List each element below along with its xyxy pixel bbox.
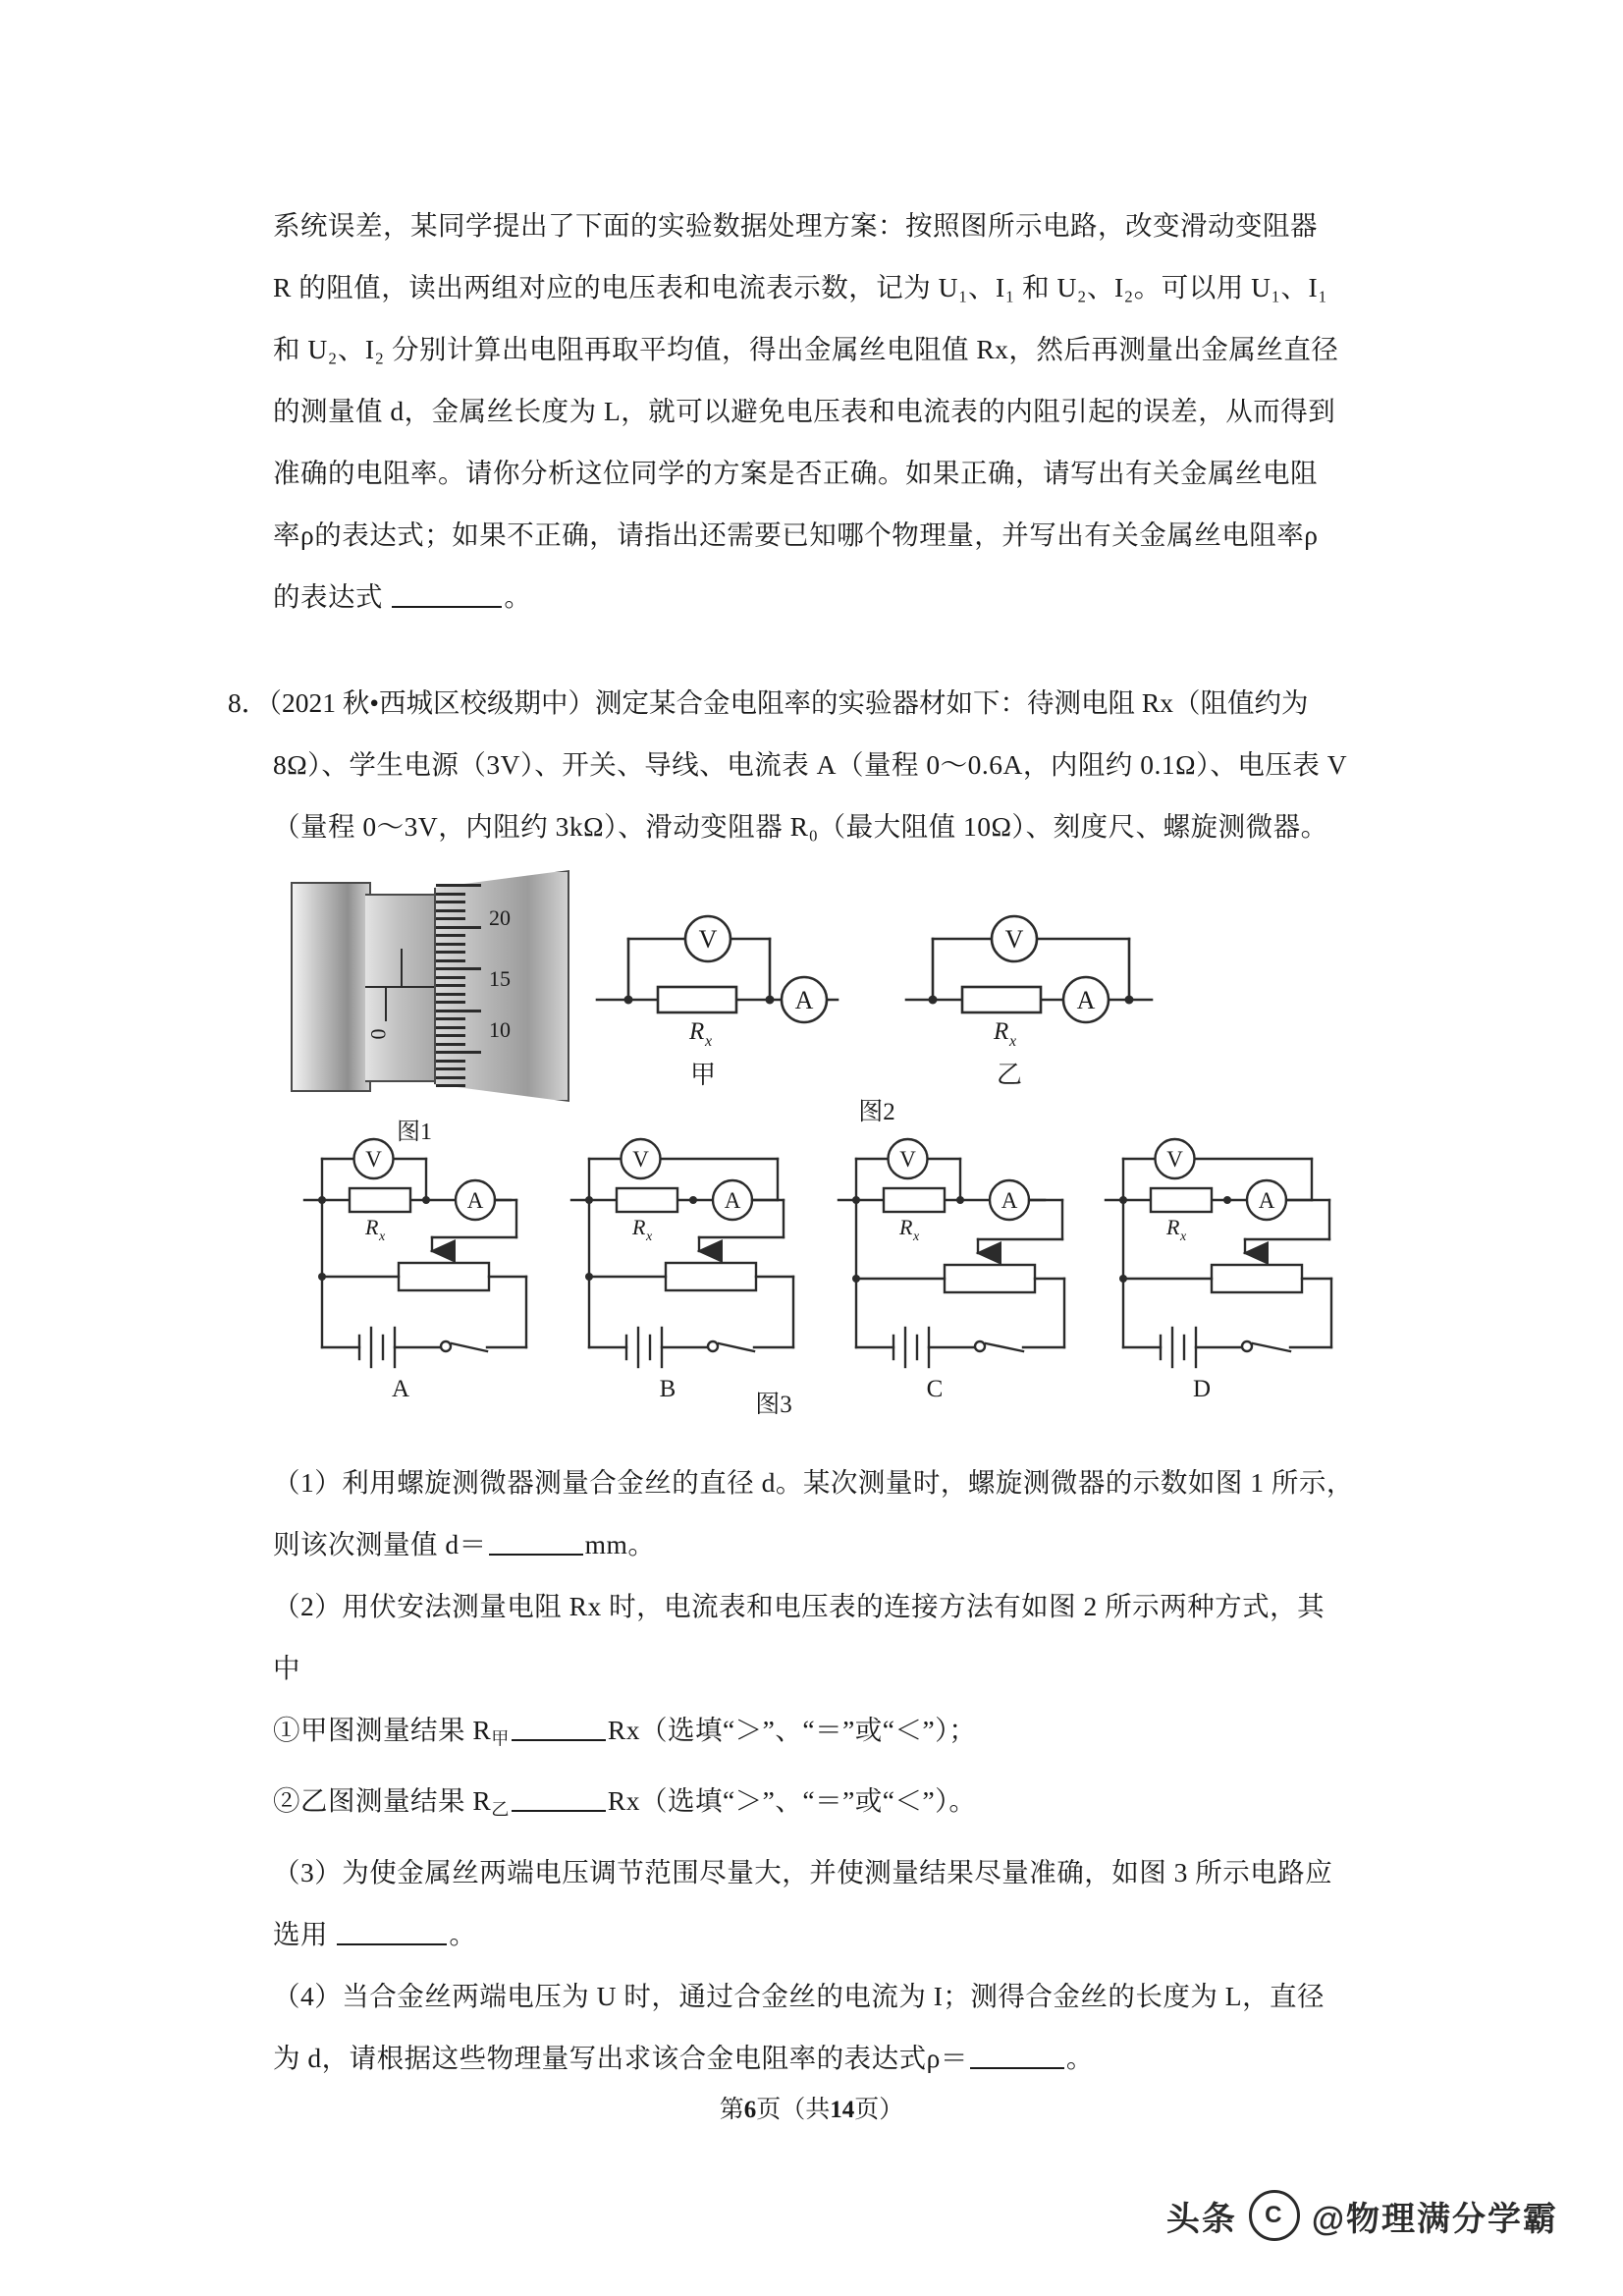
sub1-suffix: mm。 <box>584 1529 656 1559</box>
fig3-b-label: B <box>659 1376 676 1402</box>
sub2-item1-prefix: 甲图测量结果 R <box>300 1715 492 1745</box>
sub3-prefix: 选用 <box>273 1918 328 1949</box>
paragraph-period: 。 <box>504 581 532 612</box>
watermark-handle: @物理满分学霸 <box>1311 2200 1558 2238</box>
paragraph-line: 和 U₂、I₂ 分别计算出电阻再取平均值，得出金属丝电阻值 Rx，然后再测量出金属丝直径 <box>273 334 1339 364</box>
fig3-c-voltmeter-label: V <box>899 1147 916 1172</box>
sub2-item2-prefix: 乙图测量结果 R <box>300 1785 492 1817</box>
question-8-stem-line2: 8Ω）、学生电源（3V）、开关、导线、电流表 A（量程 0～0.6A，内阻约 0.1Ω）、电压表 V <box>273 749 1348 780</box>
sub1-line-a: （1）利用螺旋测微器测量合金丝的直径 d。某次测量时，螺旋测微器的示数如图 1 所示， <box>273 1467 1354 1498</box>
circled-marker-2: ② <box>273 1785 300 1817</box>
question-8-subquestions <box>273 1451 1388 2089</box>
copyright-icon: C <box>1249 2190 1300 2241</box>
fig3-b-resistor-sub: x <box>646 1230 653 1244</box>
fig3-d-resistor-sub: x <box>1180 1230 1187 1244</box>
sub2-item1-subscript: 甲 <box>491 1728 510 1749</box>
footer-prefix: 第 <box>719 2097 744 2123</box>
fig3-c-resistor-sub: x <box>913 1230 920 1244</box>
sub4-line-b <box>273 2027 1388 2089</box>
sub3-answer-blank[interactable] <box>337 1920 447 1945</box>
micrometer-sleeve <box>365 894 438 1082</box>
fig2-jia-ammeter-label: A <box>794 986 814 1014</box>
figure-1-caption: 图1 <box>397 1120 432 1145</box>
sub3-suffix: 。 <box>449 1918 477 1949</box>
sub2-item1-mid: Rx <box>607 1715 640 1745</box>
fig3-b-resistor-label: R <box>632 1215 646 1239</box>
fig2-jia-resistor-sub: x <box>705 1033 713 1050</box>
previous-question-paragraph <box>273 194 1388 628</box>
fig2-yi-voltmeter-label: V <box>1004 925 1024 954</box>
micrometer-label-20: 20 <box>489 905 511 930</box>
answer-blank[interactable] <box>392 582 502 608</box>
footer-total-pages: 14 <box>830 2097 855 2123</box>
fig3-d-label: D <box>1192 1376 1212 1402</box>
sub4-answer-blank[interactable] <box>970 2044 1064 2069</box>
fig2-yi-resistor-label: R <box>994 1018 1009 1045</box>
fig3-d-voltmeter-label: V <box>1166 1147 1183 1172</box>
figure-3 <box>283 1129 1392 1414</box>
circled-marker-1: ① <box>273 1715 300 1745</box>
sub1-answer-blank[interactable] <box>489 1530 583 1556</box>
sub1-prefix: 则该次测量值 d＝ <box>273 1529 487 1559</box>
fig3-a-ammeter-label: A <box>466 1188 484 1213</box>
sub2-item2-suffix: （选填“＞”、“＝”或“＜”）。 <box>639 1785 977 1817</box>
sub3-line-b <box>273 1903 1388 1965</box>
question-8-stem-line3: （量程 0～3V，内阻约 3kΩ）、滑动变阻器 R₀（最大阻值 10Ω）、刻度尺、螺旋测微器。 <box>273 811 1328 842</box>
paragraph-last-text: 的表达式 <box>273 581 383 612</box>
figure-3-caption: 图3 <box>755 1392 792 1414</box>
question-source: （2021 秋•西城区校级期中） <box>268 687 596 718</box>
sub4-suffix: 。 <box>1065 2042 1094 2073</box>
sub2-line-b: 中 <box>273 1653 300 1683</box>
footer-middle: 页（共 <box>756 2097 831 2123</box>
paragraph-line: 系统误差，某同学提出了下面的实验数据处理方案：按照图所示电路，改变滑动变阻器 <box>273 210 1318 241</box>
question-8 <box>228 672 1396 857</box>
sub4-line-a: （4）当合金丝两端电压为 U 时，通过合金丝的电流为 I；测得合金丝的长度为 L，直径 <box>273 1980 1325 2011</box>
fig3-a-label: A <box>391 1376 410 1402</box>
sub3-line-a: （3）为使金属丝两端电压调节范围尽量大，并使测量结果尽量准确，如图 3 所示电路应 <box>273 1856 1333 1887</box>
paragraph-line: 率ρ的表达式；如果不正确，请指出还需要已知哪个物理量，并写出有关金属丝电阻率ρ <box>273 519 1319 550</box>
figures-area <box>273 854 1392 1444</box>
fig2-jia-resistor-label: R <box>689 1018 705 1045</box>
micrometer-sleeve-tick-lower <box>385 988 387 1021</box>
footer-page-number: 6 <box>743 2097 757 2123</box>
fig3-a-resistor-sub: x <box>379 1230 386 1244</box>
question-stem: 测定某合金电阻率的实验器材如下：待测电阻 Rx（阻值约为 <box>595 687 1309 718</box>
sub2-item1-suffix: （选填“＞”、“＝”或“＜”）； <box>639 1715 977 1745</box>
micrometer-sleeve-zero-label: 0 <box>365 1028 391 1040</box>
micrometer-label-15: 15 <box>489 966 511 991</box>
fig3-b-voltmeter-label: V <box>632 1147 649 1172</box>
fig3-d-resistor-label: R <box>1166 1215 1180 1239</box>
fig2-yi-ammeter-label: A <box>1076 986 1096 1014</box>
figure-2 <box>587 882 1186 1127</box>
micrometer-label-10: 10 <box>489 1017 511 1042</box>
question-number: 8． <box>228 687 269 718</box>
sub2-item2-answer-blank[interactable] <box>512 1786 606 1812</box>
micrometer-datum-line <box>365 986 436 988</box>
paragraph-line: 准确的电阻率。请你分析这位同学的方案是否正确。如果正确，请写出有关金属丝电阻 <box>273 458 1318 488</box>
watermark-brand: 头条 <box>1165 2200 1237 2238</box>
paragraph-line: R 的阻值，读出两组对应的电压表和电流表示数，记为 U₁、I₁ 和 U₂、I₂。可以用 U₁、I₁ <box>273 272 1328 302</box>
fig3-b-ammeter-label: A <box>724 1188 741 1213</box>
page-footer <box>0 2090 1623 2125</box>
watermark <box>1166 2190 1558 2241</box>
sub2-item1-answer-blank[interactable] <box>512 1716 606 1741</box>
footer-suffix: 页） <box>854 2097 904 2123</box>
question-8-stem-line1 <box>228 672 1396 734</box>
sub1-line-b <box>273 1513 1388 1575</box>
sub4-prefix: 为 d，请根据这些物理量写出求该合金电阻率的表达式ρ＝ <box>273 2042 968 2073</box>
figure-2-caption: 图2 <box>858 1099 895 1125</box>
fig2-yi-resistor-sub: x <box>1009 1033 1017 1050</box>
fig2-jia-voltmeter-label: V <box>698 925 718 954</box>
fig2-yi-label: 乙 <box>996 1061 1023 1089</box>
micrometer-sleeve-tick-upper <box>401 949 403 986</box>
fig3-a-voltmeter-label: V <box>365 1147 382 1172</box>
paragraph-line: 的测量值 d，金属丝长度为 L，就可以避免电压表和电流表的内阻引起的误差，从而得到 <box>273 396 1336 426</box>
micrometer-frame <box>291 882 371 1092</box>
fig3-c-label: C <box>926 1376 944 1402</box>
figure-1-micrometer <box>291 864 566 1145</box>
paragraph-last-line <box>273 566 1388 628</box>
sub2-item-2 <box>273 1770 1388 1840</box>
fig2-jia-label: 甲 <box>689 1061 717 1089</box>
sub2-line-a: （2）用伏安法测量电阻 Rx 时，电流表和电压表的连接方法有如图 2 所示两种方式，其 <box>273 1591 1325 1621</box>
fig3-c-ammeter-label: A <box>1001 1188 1018 1213</box>
sub2-item-1 <box>273 1699 1388 1770</box>
sub2-item2-mid: Rx <box>607 1785 640 1817</box>
sub2-item2-subscript: 乙 <box>491 1799 510 1820</box>
fig3-d-ammeter-label: A <box>1258 1188 1275 1213</box>
fig3-c-resistor-label: R <box>899 1215 913 1239</box>
fig3-a-resistor-label: R <box>365 1215 379 1239</box>
